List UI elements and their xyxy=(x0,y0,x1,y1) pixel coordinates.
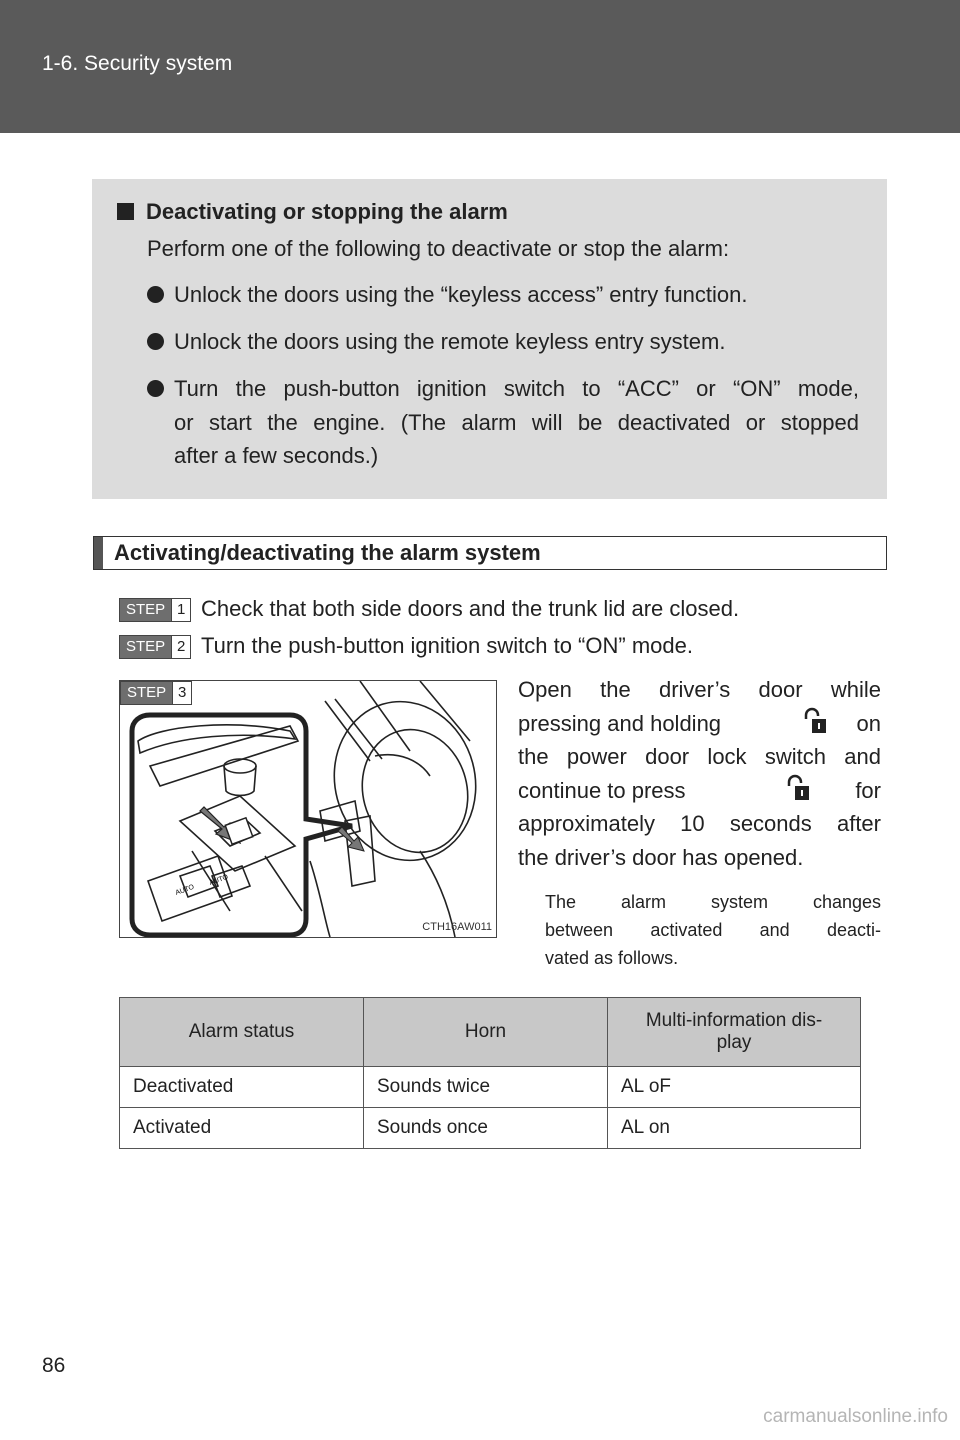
note-box xyxy=(92,179,887,499)
door-panel-drawing xyxy=(120,681,496,937)
cell-horn: Sounds twice xyxy=(364,1067,608,1108)
page-header xyxy=(0,0,960,133)
note-bullet-2 xyxy=(147,325,859,358)
note-bullet-3-line-3: after a few seconds.) xyxy=(174,443,379,468)
note-bullet-3-line-1: Turn the push-button ignition switch to “ACC” or “ON” mode, xyxy=(174,376,859,401)
step-3-line-2-start: pressing and holding xyxy=(518,710,722,736)
cell-display: AL oF xyxy=(608,1067,861,1108)
auto-button-label-right: AUTO xyxy=(208,873,230,887)
col-multi-info-display xyxy=(608,998,861,1067)
table-row xyxy=(120,1108,861,1149)
step-3-line-2 xyxy=(518,707,881,741)
note-bullet-text: Unlock the doors using the remote keyless entry system. xyxy=(174,329,726,354)
step-1-text: Check that both side doors and the trunk lid are closed. xyxy=(201,596,740,621)
table-header-row xyxy=(120,998,861,1067)
step-word: STEP xyxy=(121,682,172,704)
note-bullet-text: Unlock the doors using the “keyless access” entry function. xyxy=(174,282,748,307)
note-bullet-3-line-2: or start the engine. (The alarm will be deactivated or stopped xyxy=(174,409,859,435)
step-3-line-4-start: continue to press xyxy=(518,777,686,803)
note-bullet-3 xyxy=(147,372,859,473)
cell-alarm-status: Deactivated xyxy=(120,1067,364,1108)
step-3-text xyxy=(518,673,881,874)
auto-button-label-left: AUTO xyxy=(174,883,196,897)
step-3-line-3: the power door lock switch and xyxy=(518,744,881,769)
site-watermark: carmanualsonline.info xyxy=(763,1406,948,1427)
door-lock-switch-illustration xyxy=(119,680,497,938)
step-3-label xyxy=(120,681,192,705)
cell-horn: Sounds once xyxy=(364,1108,608,1149)
alarm-explanation-line-3: vated as follows. xyxy=(545,948,679,968)
alarm-explanation xyxy=(545,888,881,972)
note-bullet-1 xyxy=(147,278,859,311)
note-intro: Perform one of the following to deactivate or stop the alarm: xyxy=(147,236,730,261)
section-heading-bar xyxy=(93,536,887,570)
cell-display: AL on xyxy=(608,1108,861,1149)
col-multi-info-display-line-1: Multi-information dis- xyxy=(645,1010,823,1031)
col-multi-info-display-line-2: play xyxy=(716,1032,752,1053)
table-row xyxy=(120,1067,861,1108)
round-bullet-icon xyxy=(147,286,164,303)
alarm-explanation-line-1: The alarm system changes xyxy=(545,892,881,912)
step-3-line-1: Open the driver’s door while xyxy=(518,677,881,702)
cell-alarm-status: Activated xyxy=(120,1108,364,1149)
step-2-label xyxy=(119,635,191,659)
square-bullet-icon xyxy=(117,203,134,220)
step-3-line-4 xyxy=(518,774,881,808)
step-3-line-5: approximately 10 seconds after xyxy=(518,811,881,836)
col-alarm-status: Alarm status xyxy=(120,998,364,1067)
figure-code: CTH16AW011 xyxy=(422,921,492,933)
step-word: STEP xyxy=(120,636,171,658)
unlock-icon xyxy=(783,774,811,802)
round-bullet-icon xyxy=(147,333,164,350)
section-title: Activating/deactivating the alarm system xyxy=(114,540,541,565)
step-2-text: Turn the push-button ignition switch to “ON” mode. xyxy=(201,633,693,658)
step-3-line-6: the driver’s door has opened. xyxy=(518,844,804,870)
col-horn: Horn xyxy=(364,998,608,1067)
section-accent xyxy=(94,537,103,569)
page-number: 86 xyxy=(42,1354,66,1377)
section-breadcrumb: 1-6. Security system xyxy=(42,52,233,75)
unlock-icon xyxy=(800,707,828,735)
step-3-line-2-end: on xyxy=(856,710,881,736)
alarm-explanation-line-2: between activated and deacti- xyxy=(545,920,881,940)
step-number: 3 xyxy=(172,682,191,704)
alarm-status-table xyxy=(119,997,861,1149)
step-word: STEP xyxy=(120,599,171,621)
note-heading xyxy=(117,199,508,225)
note-heading-text: Deactivating or stopping the alarm xyxy=(146,199,508,224)
step-number: 2 xyxy=(171,636,190,658)
step-1-label xyxy=(119,598,191,622)
step-number: 1 xyxy=(171,599,190,621)
round-bullet-icon xyxy=(147,380,164,397)
step-3-line-4-end: for xyxy=(855,777,881,803)
